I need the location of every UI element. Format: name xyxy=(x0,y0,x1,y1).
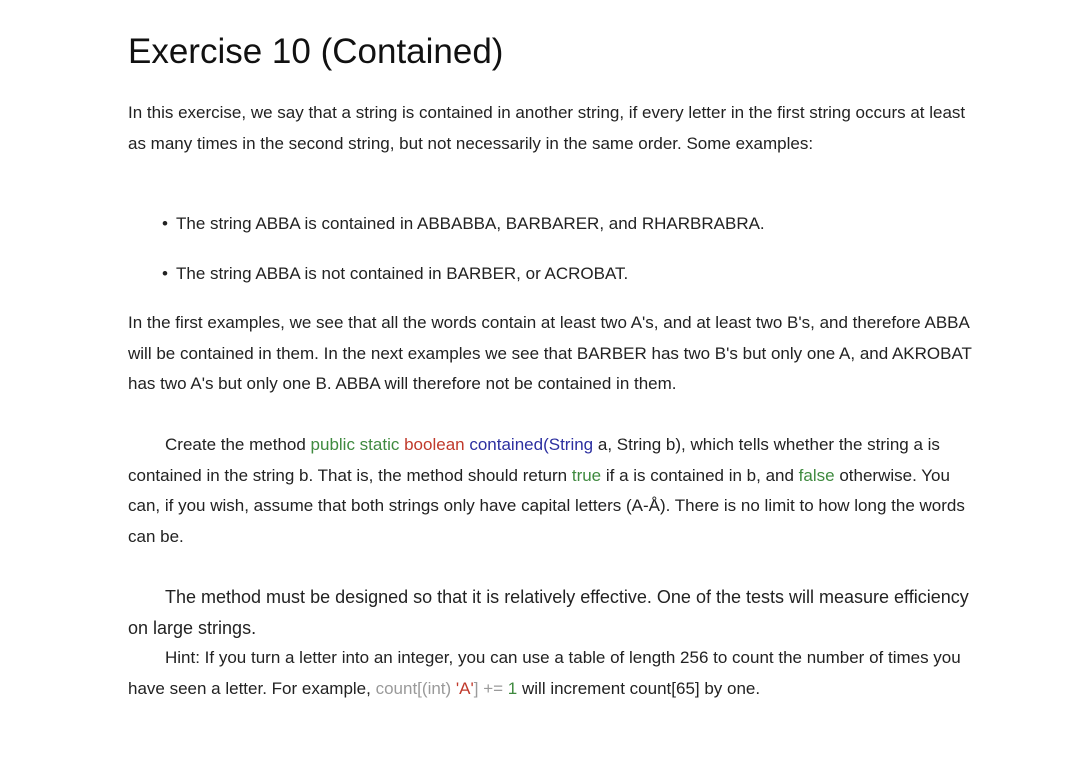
list-item-text: The string ABBA is not contained in BARBER, or ACROBAT. xyxy=(176,264,629,283)
bullet-icon: • xyxy=(162,214,168,233)
code-keyword-public-static: public static xyxy=(310,435,400,454)
hint-paragraph xyxy=(128,643,978,704)
efficiency-paragraph: The method must be designed so that it is relatively effective. One of the tests will measure efficiency on large strings. xyxy=(128,587,969,638)
hint-tail: will increment count[65] by one. xyxy=(517,678,761,698)
explanation-paragraph: In the first examples, we see that all the words contain at least two A's, and at least two B's, and therefore ABBA will be contained in them. In the next examples we see that BARBER has two B's but only one A, and AKROBAT has two A's but only one B. ABBA will therefore not be contained in them. xyxy=(128,313,972,393)
task-middle: if a is contained in b, and xyxy=(601,465,799,485)
code-operator: += xyxy=(478,678,508,698)
code-keyword-false: false xyxy=(798,465,835,485)
code-method-signature: contained(String xyxy=(469,435,594,454)
bullet-icon: • xyxy=(162,264,168,283)
code-count-cast: count[(int) xyxy=(375,678,456,698)
list-item xyxy=(162,262,628,286)
code-bracket: ] xyxy=(473,678,479,698)
code-keyword-true: true xyxy=(571,465,602,485)
page-title: Exercise 10 (Contained) xyxy=(128,32,504,71)
task-tail: otherwise. You can, if you wish, assume that both strings only have capital letters (A-Å). There is no limit to how long the words can be. xyxy=(128,465,965,546)
list-item xyxy=(162,212,765,236)
task-description: a, String b), which tells whether the string a is contained in the string b. That is, the method should return xyxy=(128,435,940,485)
hint-lead: Hint: If you turn a letter into an integer, you can use a table of length 256 to count the number of times you have seen a letter. For example, xyxy=(128,648,961,698)
code-char-literal: 'A' xyxy=(455,678,474,698)
task-paragraph xyxy=(128,430,978,552)
code-keyword-boolean: boolean xyxy=(404,435,465,454)
task-lead: Create the method xyxy=(165,435,311,454)
code-number: 1 xyxy=(507,678,518,698)
intro-paragraph: In this exercise, we say that a string is contained in another string, if every letter in the first string occurs at least as many times in the second string, but not necessarily in the same order. Some examples: xyxy=(128,103,966,153)
list-item-text: The string ABBA is contained in ABBABBA, BARBARER, and RHARBRABRA. xyxy=(176,214,765,233)
